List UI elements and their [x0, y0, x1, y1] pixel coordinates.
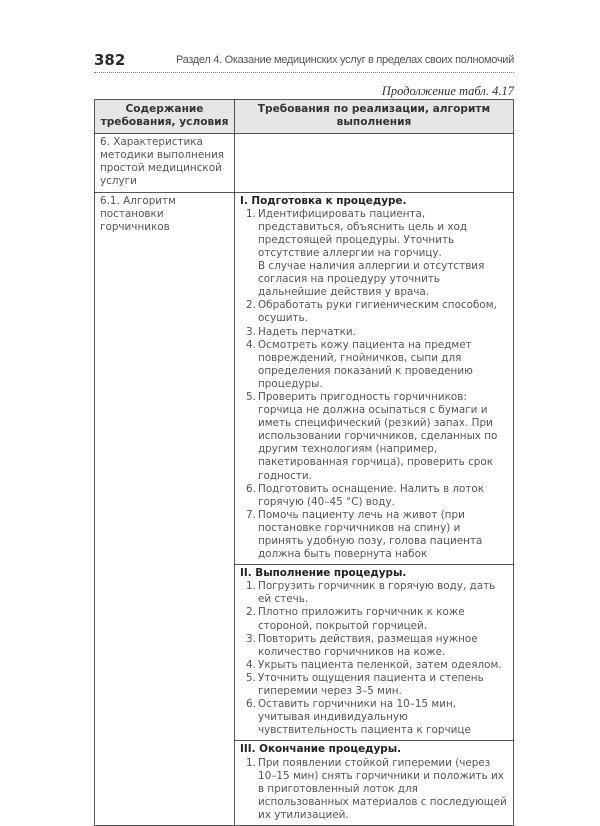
row-6-value	[235, 134, 514, 192]
section-title: Раздел 4. Оказание медицинских услуг в пределах своих полномочий	[175, 54, 514, 66]
list-item: 2. Обработать руки гигиеническим способом, осушить.	[246, 299, 497, 325]
section-completion	[235, 741, 514, 826]
list-item: 1. При появлении стойкой гиперемии (через 10–15 мин) снять горчичники и положить их в приготовленный лоток для использованных материалов с последующей их утилизацией.	[246, 756, 507, 821]
list-item: 3. Надеть перчатки.	[246, 325, 356, 338]
list-item: 5. Проверить пригодность горчичников: горчица не должна осыпаться с бумаги и иметь специфический (резкий) запах. При использовании горчичников, сделанных по другим технологиям (например, пакетированная горчица), проверить срок годности.	[246, 390, 498, 482]
list-item: 2. Плотно приложить горчичник к коже стороной, покрытой горчицей.	[246, 606, 465, 632]
page-number: 382	[94, 51, 126, 69]
preparation-steps	[240, 208, 508, 562]
column-header-algorithm: Требования по реализации, алгоритм выполнения	[235, 100, 514, 134]
list-item: 1. Идентифицировать пациента, представиться, объяснить цель и ход предстоящей процедуры. Уточнить отсутствие аллергии на горчицу. В случае наличия аллергии и отсутствия согласия на процедуру уточнить дальнейшие действия у врача.	[246, 207, 485, 299]
list-item: 7. Помочь пациенту лечь на живот (при постановке горчичников на спину) и принять удобную позу, голова пациента должна быть повернута набок	[246, 508, 483, 561]
section-title-preparation: I. Подготовка к процедуре.	[240, 194, 407, 207]
section-execution	[235, 565, 514, 741]
table-row	[95, 192, 514, 565]
list-item: 5. Уточнить ощущения пациента и степень гиперемии через 3–5 мин.	[246, 671, 484, 698]
row-6-1-label: 6.1. Алгоритм постановки горчичников	[95, 192, 235, 825]
section-title-completion: III. Окончание процедуры.	[240, 743, 402, 756]
column-header-requirements: Содержание требования, условия	[95, 100, 235, 134]
list-item: 6. Оставить горчичники на 10–15 мин, учитывая индивидуальную чувствительность пациента к горчице	[246, 698, 471, 737]
table-caption: Продолжение табл. 4.17	[381, 84, 514, 98]
execution-steps	[240, 580, 508, 737]
row-6-label: 6. Характеристика методики выполнения простой медицинской услуги	[95, 134, 235, 192]
list-item: 4. Осмотреть кожу пациента на предмет повреждений, гнойничков, сыпи для определения показаний к проведению процедуры.	[246, 338, 473, 390]
section-preparation	[235, 192, 514, 565]
list-item: 1. Погрузить горчичник в горячую воду, дать ей стечь.	[246, 580, 496, 606]
procedure-table	[94, 99, 514, 826]
list-item: 6. Подготовить оснащение. Налить в лоток горячую (40–45 °C) воду.	[246, 482, 485, 508]
section-title-execution: II. Выполнение процедуры.	[240, 567, 407, 580]
table-row	[95, 134, 514, 192]
list-item: 3. Повторить действия, размещая нужное количество горчичников на коже.	[246, 632, 478, 658]
running-head	[94, 50, 514, 73]
completion-steps	[240, 757, 508, 822]
table-header-row	[95, 100, 514, 134]
list-item: 4. Укрыть пациента пеленкой, затем одеялом.	[246, 658, 502, 671]
